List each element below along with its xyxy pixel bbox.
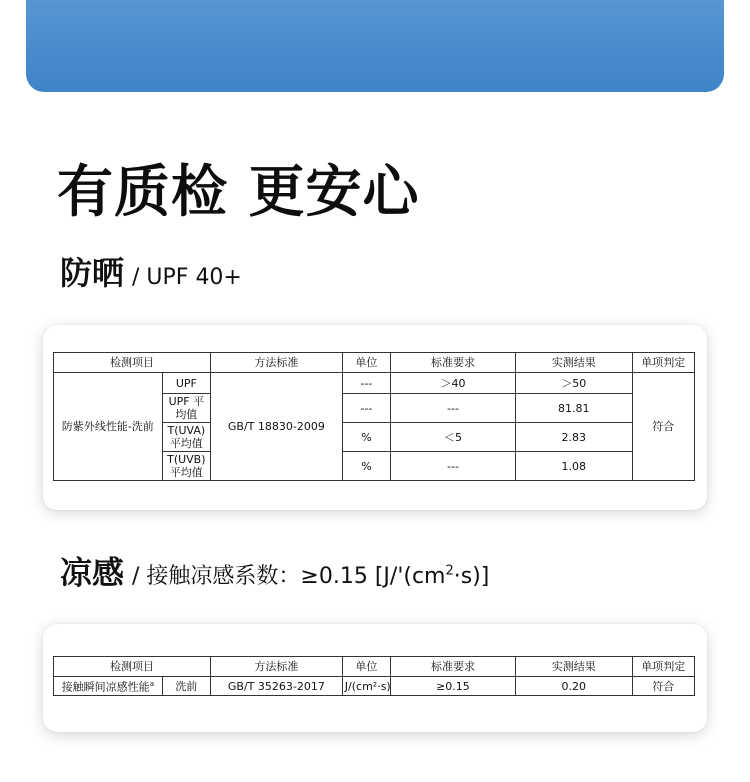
cooling-detail-main: / 接触凉感系数：≥0.15 [J/'(cm bbox=[132, 564, 446, 590]
cooling-detail-end: ·s)] bbox=[453, 564, 490, 590]
cooling-table bbox=[53, 656, 695, 696]
sun-protection-label: 防晒 bbox=[60, 254, 125, 292]
test-item-cell bbox=[54, 677, 163, 696]
unit-cell: % bbox=[342, 452, 390, 481]
sub-item-cell: UPF 平均值 bbox=[162, 394, 210, 423]
result-cell: 1.08 bbox=[515, 452, 632, 481]
header-result: 实测结果 bbox=[515, 657, 632, 677]
cooling-label: 凉感 bbox=[60, 553, 125, 592]
header-result: 实测结果 bbox=[515, 353, 632, 373]
requirement-cell: --- bbox=[391, 452, 516, 481]
header-method: 方法标准 bbox=[210, 657, 342, 677]
requirement-cell: ＞40 bbox=[391, 373, 516, 394]
result-cell: ＞50 bbox=[515, 373, 632, 394]
sun-protection-detail: / UPF 40+ bbox=[132, 265, 242, 290]
header-verdict: 单项判定 bbox=[632, 657, 694, 677]
sun-protection-card bbox=[43, 325, 707, 510]
verdict-cell: 符合 bbox=[632, 373, 694, 481]
cooling-detail bbox=[132, 564, 489, 589]
table-row bbox=[54, 677, 695, 696]
page-heading: 有质检 更安心 bbox=[57, 160, 420, 225]
cooling-detail-exponent: 2 bbox=[445, 564, 454, 579]
requirement-cell: ＜5 bbox=[391, 423, 516, 452]
header-requirement: 标准要求 bbox=[391, 353, 516, 373]
unit-cell: --- bbox=[342, 394, 390, 423]
sun-protection-table bbox=[53, 352, 695, 481]
result-cell: 2.83 bbox=[515, 423, 632, 452]
requirement-cell: --- bbox=[391, 394, 516, 423]
test-item-cell: 防紫外线性能-洗前 bbox=[54, 373, 163, 481]
footnote-mark: a bbox=[149, 680, 154, 689]
header-method: 方法标准 bbox=[210, 353, 342, 373]
test-item-text: 接触瞬间凉感性能 bbox=[61, 680, 150, 694]
unit-cell: --- bbox=[342, 373, 390, 394]
result-cell: 81.81 bbox=[515, 394, 632, 423]
top-banner bbox=[26, 0, 724, 92]
header-test-item: 检测项目 bbox=[54, 657, 211, 677]
method-cell: GB/T 35263-2017 bbox=[210, 677, 342, 696]
unit-cell: J/(cm²·s) bbox=[342, 677, 390, 696]
sub-item-cell: T(UVA)平均值 bbox=[162, 423, 210, 452]
sub-item-cell: 洗前 bbox=[162, 677, 210, 696]
sun-protection-title bbox=[60, 253, 242, 299]
header-requirement: 标准要求 bbox=[391, 657, 516, 677]
unit-cell: % bbox=[342, 423, 390, 452]
method-cell: GB/T 18830-2009 bbox=[210, 373, 342, 481]
cooling-title bbox=[60, 552, 489, 598]
verdict-cell: 符合 bbox=[632, 677, 694, 696]
result-cell: 0.20 bbox=[515, 677, 632, 696]
table-header-row bbox=[54, 353, 695, 373]
table-header-row bbox=[54, 657, 695, 677]
header-verdict: 单项判定 bbox=[632, 353, 694, 373]
sub-item-cell: UPF bbox=[162, 373, 210, 394]
sub-item-cell: T(UVB)平均值 bbox=[162, 452, 210, 481]
header-unit: 单位 bbox=[342, 353, 390, 373]
requirement-cell: ≥0.15 bbox=[391, 677, 516, 696]
cooling-card bbox=[43, 624, 707, 732]
table-row bbox=[54, 373, 695, 394]
header-unit: 单位 bbox=[342, 657, 390, 677]
header-test-item: 检测项目 bbox=[54, 353, 211, 373]
